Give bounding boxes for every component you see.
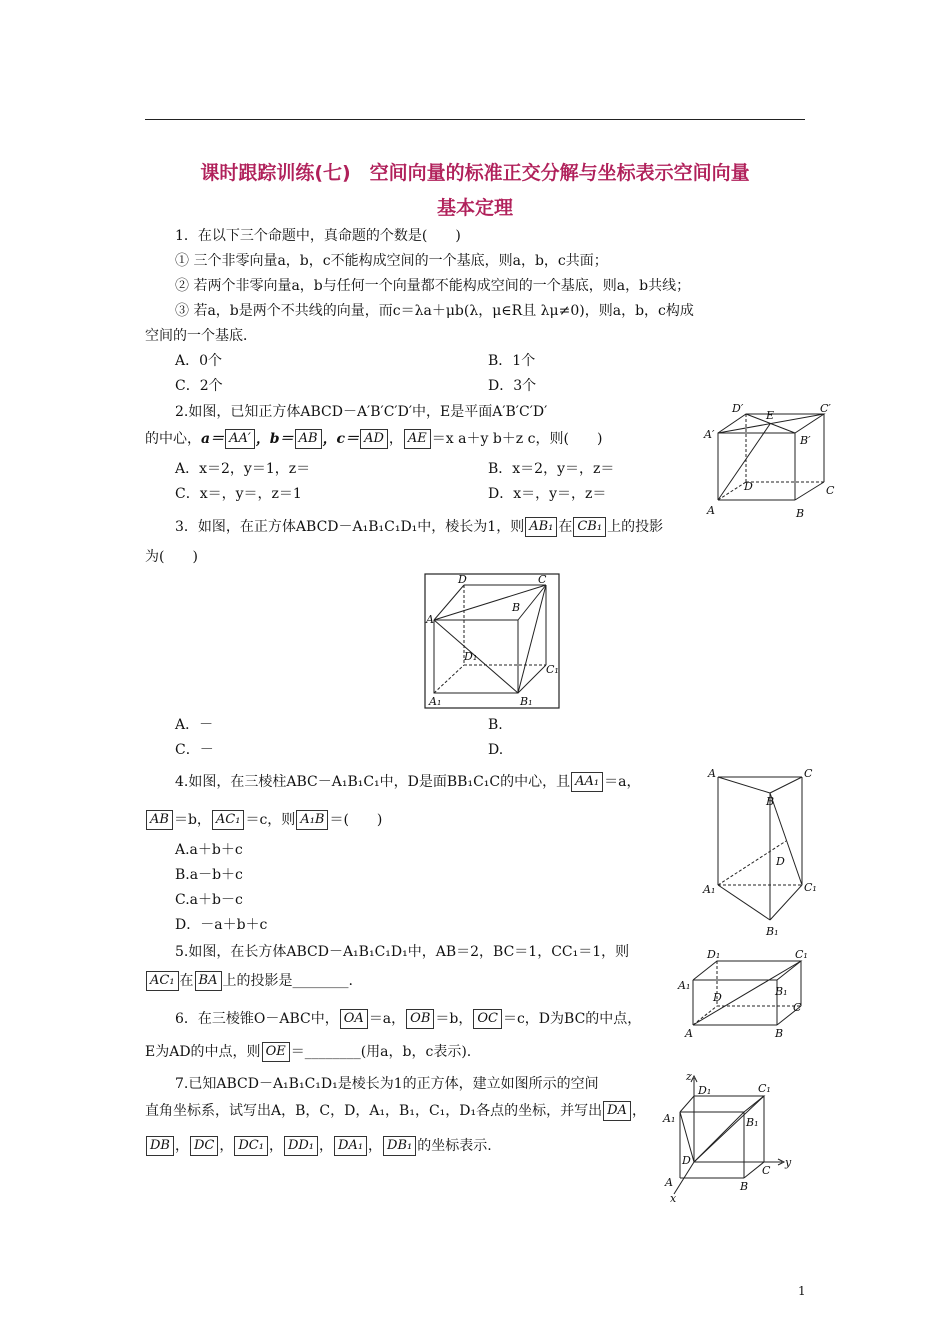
fig2-label-d: D: [744, 480, 753, 493]
q5-mid: 在: [179, 973, 194, 989]
vector-da1: DA₁: [334, 1136, 367, 1156]
fig5-label-d: D: [713, 991, 722, 1004]
fig5-label-c1: C₁: [795, 948, 808, 961]
q3-option-d: D.: [488, 742, 504, 758]
fig7-label-b1: B₁: [746, 1116, 759, 1129]
fig4-label-a1: A₁: [703, 883, 716, 896]
fig2-label-c: C: [826, 484, 835, 497]
q6-stem: [175, 1009, 641, 1029]
vector-oc: OC: [473, 1009, 502, 1029]
page-title-cont: 基本定理: [436, 197, 513, 219]
vector-ab: AB: [295, 429, 322, 449]
q4-t3: ＝c，则: [245, 812, 296, 828]
fig2-label-ap: A′: [704, 428, 715, 441]
q2-sep: ，: [388, 431, 403, 447]
q2-option-a: A．x＝2，y＝1，z＝: [175, 461, 311, 477]
q2-c: ，c＝: [322, 431, 360, 447]
q2-option-b: B．x＝2，y＝，z＝: [488, 461, 615, 477]
fig3-label-a1: A₁: [429, 695, 442, 708]
q2-b: ，b＝: [255, 431, 294, 447]
fig3-label-b1: B₁: [520, 695, 533, 708]
vector-db1: DB₁: [383, 1136, 416, 1156]
q6-t2: ＝b，: [435, 1011, 473, 1027]
q2-tail: ＝x a＋y b＋z c，则( ): [431, 431, 603, 447]
vector-aa1: AA₁: [571, 772, 603, 792]
q2-pre: 的中心，: [145, 431, 201, 447]
vector-ba: BA: [195, 971, 222, 991]
q2-a: a＝: [201, 431, 225, 447]
q1-statement-2: ② 若两个非零向量a，b与任何一个向量都不能构成空间的一个基底，则a，b共线；: [175, 278, 691, 294]
fig5-label-d1: D₁: [707, 948, 721, 961]
q6-t3: ＝c，D为BC的中点，: [502, 1011, 642, 1027]
q2-stem-line2: [145, 429, 602, 449]
fig7-label-d1: D₁: [698, 1084, 712, 1097]
q2-stem: 2.如图，已知正方体ABCD－A′B′C′D′中，E是平面A′B′C′D′: [175, 404, 548, 420]
vector-ab1: AB₁: [525, 517, 557, 537]
q7-l2pre: 直角坐标系，试写出A，B，C，D，A₁，B₁，C₁，D₁各点的坐标，并写出: [145, 1103, 603, 1119]
q4-option-b: B.a－b＋c: [175, 867, 243, 883]
q3-stem-b: 上的投影: [607, 519, 664, 535]
fig4-label-b: B: [766, 795, 775, 808]
q1-statement-3: ③ 若a，b是两个不共线的向量，而c＝λa＋μb(λ，μ∈R且 λμ≠0)，则a，b，c构成: [175, 303, 694, 319]
fig3-label-c1: C₁: [546, 663, 559, 676]
fig4-label-d: D: [776, 855, 785, 868]
fig2-label-dp: D′: [732, 402, 744, 415]
vector-db: DB: [146, 1136, 174, 1156]
vector-ac1: AC₁: [146, 971, 179, 991]
vector-ad: AD: [360, 429, 388, 449]
vector-oa: OA: [340, 1009, 368, 1029]
fig3-label-d1: D₁: [464, 650, 478, 663]
q5-stem: 5.如图，在长方体ABCD－A₁B₁C₁D₁中，AB＝2，BC＝1，CC₁＝1，则: [175, 944, 630, 960]
header-rule: [145, 119, 805, 120]
q4-stem-a: 4.如图，在三棱柱ABC－A₁B₁C₁中，D是面BB₁C₁C的中心，且: [175, 774, 571, 790]
q6-t1: ＝a，: [368, 1011, 406, 1027]
q3-option-b: B.: [488, 717, 503, 733]
vector-cb1: CB₁: [573, 517, 606, 537]
q1-option-d: D．3个: [488, 378, 537, 394]
vector-dc1: DC₁: [234, 1136, 268, 1156]
vector-ac1: AC₁: [212, 810, 245, 830]
q7-stem: 7.已知ABCD－A₁B₁C₁D₁是棱长为1的正方体，建立如图所示的空间: [175, 1076, 599, 1092]
q4-option-a: A.a＋b＋c: [175, 842, 243, 858]
fig3-label-b: B: [512, 601, 521, 614]
fig3-label-d: D: [458, 573, 467, 586]
q4-stem: [175, 772, 640, 792]
q6-l2tail: ＝________(用a，b，c表示).: [290, 1044, 472, 1060]
fig4-label-c1: C₁: [804, 881, 817, 894]
q4-stem-line2: [145, 810, 382, 830]
vector-dc: DC: [190, 1136, 218, 1156]
q3-mid: 在: [558, 519, 573, 535]
q7-stem-line2: [145, 1101, 646, 1121]
q7-stem-line3: DB ， DC ， DC₁ ， DD₁ ， DA₁ ， DB₁ 的坐标表示.: [145, 1136, 492, 1156]
fig3-label-c: C: [538, 573, 547, 586]
fig5-label-c: C: [793, 1001, 802, 1014]
figure-q2-cube: [700, 400, 840, 525]
vector-dd1: DD₁: [284, 1136, 318, 1156]
fig5-label-b1: B₁: [775, 985, 788, 998]
fig7-label-d: D: [682, 1154, 691, 1167]
figure-q7-coordinate-cube: [660, 1072, 800, 1207]
fig2-label-bp: B′: [800, 434, 811, 447]
q4-t4: ＝( ): [329, 812, 383, 828]
q6-stem-line2: [145, 1042, 471, 1062]
vector-oe: OE: [262, 1042, 290, 1062]
q1-statement-3-cont: 空间的一个基底．: [145, 328, 257, 344]
figure-q3-cube: [424, 573, 560, 709]
q3-stem: [175, 517, 663, 537]
vector-da: DA: [603, 1101, 631, 1121]
vector-ab: AB: [146, 810, 173, 830]
fig2-label-a: A: [707, 504, 715, 517]
vector-ae: AE: [404, 429, 431, 449]
q4-t2: ＝b，: [173, 812, 211, 828]
vector-a1b: A₁B: [296, 810, 328, 830]
q2-option-c: C．x＝，y＝，z＝1: [175, 486, 302, 502]
q5-tail: 上的投影是________.: [222, 973, 353, 989]
vector-aa-prime: AA′: [225, 429, 255, 449]
fig2-label-cp: C′: [820, 402, 831, 415]
fig3-label-a: A: [426, 613, 434, 626]
q1-statement-1: ① 三个非零向量a，b，c不能构成空间的一个基底，则a，b，c共面；: [175, 253, 608, 269]
q2-option-d: D．x＝，y＝，z＝: [488, 486, 607, 502]
q7-l2tail: ，: [631, 1103, 646, 1119]
q3-option-a: A．－: [175, 717, 214, 733]
fig7-axis-y: y: [785, 1156, 792, 1169]
q3-option-c: C．－: [175, 742, 214, 758]
q1-option-a: A．0个: [175, 353, 223, 369]
fig7-label-c: C: [762, 1164, 771, 1177]
fig7-axis-z: z: [686, 1072, 692, 1083]
q1-stem: 1．在以下三个命题中，真命题的个数是( ): [175, 228, 461, 244]
q7-l3tail: 的坐标表示.: [417, 1138, 492, 1154]
q6-pre: 6．在三棱锥O－ABC中，: [175, 1011, 339, 1027]
fig7-label-c1: C₁: [758, 1082, 771, 1095]
q5-stem-line2: [145, 971, 353, 991]
figure-q5-box: [675, 945, 815, 1045]
figure-q4-prism: [700, 765, 825, 945]
vector-ob: OB: [406, 1009, 434, 1029]
fig4-label-b1: B₁: [766, 925, 779, 938]
page-number: 1: [798, 1284, 806, 1298]
q1-option-c: C．2个: [175, 378, 223, 394]
q4-option-d: D．－a＋b＋c: [175, 917, 268, 933]
fig5-label-a: A: [685, 1027, 693, 1040]
fig7-axis-x: x: [670, 1192, 677, 1205]
q4-tail1: ＝a，: [604, 774, 641, 790]
q6-l2pre: E为AD的中点，则: [145, 1044, 261, 1060]
fig2-label-b: B: [796, 507, 805, 520]
fig2-label-e: E: [766, 409, 775, 422]
fig5-label-a1: A₁: [678, 979, 691, 992]
fig5-label-b: B: [775, 1027, 784, 1040]
fig7-label-a: A: [665, 1176, 673, 1189]
fig4-label-a: A: [708, 767, 716, 780]
fig4-label-c: C: [804, 767, 813, 780]
q3-stem-a: 3．如图，在正方体ABCD－A₁B₁C₁D₁中，棱长为1，则: [175, 519, 525, 535]
page-title: 课时跟踪训练(七) 空间向量的标准正交分解与坐标表示空间向量: [200, 162, 750, 184]
q1-option-b: B．1个: [488, 353, 536, 369]
q3-stem-line2: 为( ): [145, 549, 198, 565]
fig7-label-a1: A₁: [663, 1112, 676, 1125]
fig7-label-b: B: [740, 1180, 749, 1193]
q4-option-c: C.a＋b－c: [175, 892, 243, 908]
